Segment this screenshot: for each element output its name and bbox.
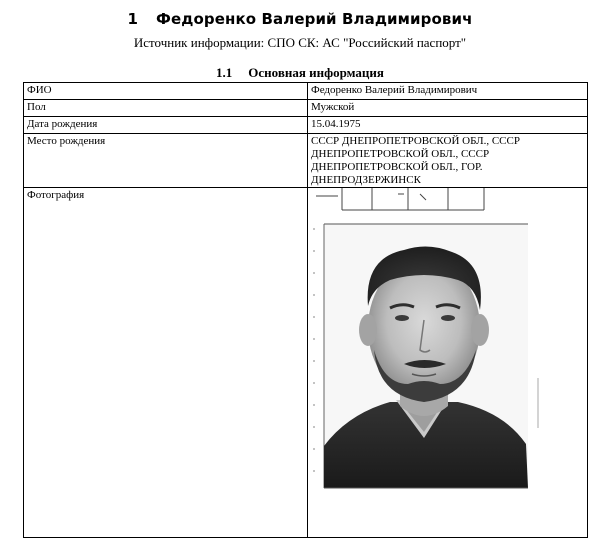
row-label-birthplace: Место рождения: [24, 134, 308, 188]
table-row: [24, 134, 588, 188]
row-value-sex: Мужской: [308, 100, 588, 117]
section-heading: [0, 65, 600, 81]
row-label-fio: ФИО: [24, 83, 308, 100]
row-value-birthdate: 15.04.1975: [308, 117, 588, 134]
row-value-fio: Федоренко Валерий Владимирович: [308, 83, 588, 100]
passport-photo: [308, 188, 587, 537]
row-label-birthdate: Дата рождения: [24, 117, 308, 134]
section-title: Основная информация: [248, 65, 384, 80]
page-title: [0, 10, 600, 28]
table-row: [24, 83, 588, 100]
row-value-birthplace: СССР ДНЕПРОПЕТРОВСКОЙ ОБЛ., СССР ДНЕПРОПЕТРОВСКОЙ ОБЛ., СССР ДНЕПРОПЕТРОВСКОЙ ОБЛ., ГОР. ДНЕПРОДЗЕРЖИНСК: [308, 134, 588, 188]
title-text: Федоренко Валерий Владимирович: [156, 10, 473, 28]
table-row: [24, 117, 588, 134]
row-value-photo: [308, 188, 588, 538]
row-label-photo: Фотография: [27, 189, 85, 201]
table-row: [24, 100, 588, 117]
row-label-sex: Пол: [24, 100, 308, 117]
section-number: 1.1: [216, 65, 233, 80]
source-line: Источник информации: СПО СК: АС "Российский паспорт": [133, 35, 467, 50]
title-number: 1: [127, 10, 139, 28]
table-row: [24, 188, 588, 538]
info-table: [23, 82, 588, 538]
